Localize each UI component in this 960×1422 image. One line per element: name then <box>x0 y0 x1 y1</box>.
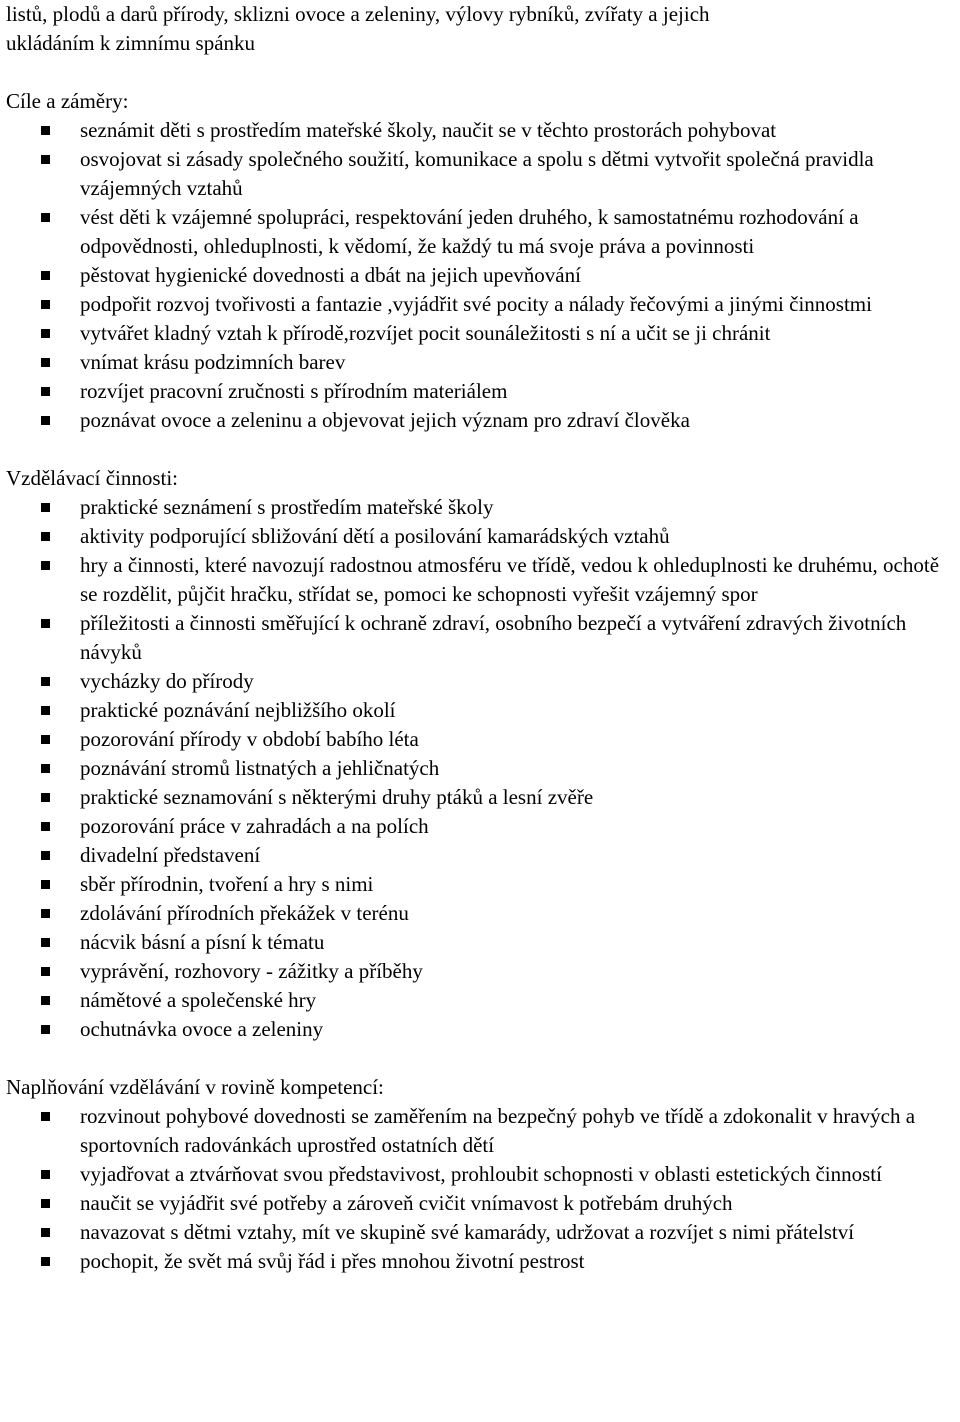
bullet-list <box>6 493 960 1044</box>
list-item <box>6 377 960 406</box>
square-bullet-icon <box>41 1025 50 1034</box>
square-bullet-icon <box>41 387 50 396</box>
list-item <box>6 870 960 899</box>
list-item-text: vytvářet kladný vztah k přírodě,rozvíjet pocit sounáležitosti s ní a učit se ji chránit <box>80 321 771 345</box>
list-item <box>6 522 960 551</box>
list-item-text: osvojovat si zásady společného soužití, komunikace a spolu s dětmi vytvořit společná pravidla vzájemných vztahů <box>80 147 874 200</box>
list-item-text: pochopit, že svět má svůj řád i přes mnohou životní pestrost <box>80 1249 585 1273</box>
intro-line: listů, plodů a darů přírody, sklizni ovoce a zeleniny, výlovy rybníků, zvířaty a jejich <box>6 2 710 26</box>
list-item-text: námětové a společenské hry <box>80 988 317 1012</box>
square-bullet-icon <box>41 1112 50 1121</box>
list-item <box>6 725 960 754</box>
list-item-text: hry a činnosti, které navozují radostnou atmosféru ve třídě, vedou k ohleduplnosti ke druhému, ochotě se rozdělit, půjčit hračku, střídat se, pomoci ke schopnosti vyřešit vzájemný spor <box>80 553 940 606</box>
square-bullet-icon <box>41 822 50 831</box>
list-item-text: vyjadřovat a ztvárňovat svou představivost, prohloubit schopnosti v oblasti estetických činností <box>80 1162 882 1186</box>
square-bullet-icon <box>41 793 50 802</box>
list-item-text: podpořit rozvoj tvořivosti a fantazie ,vyjádřit své pocity a nálady řečovými a jinými činnostmi <box>80 292 872 316</box>
list-item-text: příležitosti a činnosti směřující k ochraně zdraví, osobního bezpečí a vytváření zdravých životních návyků <box>80 611 907 664</box>
square-bullet-icon <box>41 735 50 744</box>
list-item <box>6 319 960 348</box>
square-bullet-icon <box>41 329 50 338</box>
intro-paragraph <box>6 0 960 58</box>
list-item <box>6 609 960 667</box>
spacer <box>6 58 960 87</box>
list-item-text: navazovat s dětmi vztahy, mít ve skupině své kamarády, udržovat a rozvíjet s nimi přátelství <box>80 1220 855 1244</box>
square-bullet-icon <box>41 619 50 628</box>
list-item-text: pozorování práce v zahradách a na polích <box>80 814 429 838</box>
list-item-text: vycházky do přírody <box>80 669 254 693</box>
list-item-text: praktické seznámení s prostředím mateřské školy <box>80 495 494 519</box>
bullet-list <box>6 116 960 435</box>
list-item-text: vyprávění, rozhovory - zážitky a příběhy <box>80 959 423 983</box>
square-bullet-icon <box>41 764 50 773</box>
list-item <box>6 290 960 319</box>
list-item-text: praktické seznamování s některými druhy ptáků a lesní zvěře <box>80 785 594 809</box>
list-item <box>6 696 960 725</box>
list-item-text: rozvíjet pracovní zručnosti s přírodním materiálem <box>80 379 508 403</box>
square-bullet-icon <box>41 677 50 686</box>
list-item <box>6 551 960 609</box>
list-item-text: nácvik básní a písní k tématu <box>80 930 325 954</box>
section-goals <box>6 87 960 435</box>
square-bullet-icon <box>41 967 50 976</box>
square-bullet-icon <box>41 300 50 309</box>
list-item <box>6 783 960 812</box>
list-item-text: sběr přírodnin, tvoření a hry s nimi <box>80 872 374 896</box>
list-item-text: poznávat ovoce a zeleninu a objevovat jejich význam pro zdraví člověka <box>80 408 690 432</box>
list-item <box>6 812 960 841</box>
square-bullet-icon <box>41 532 50 541</box>
square-bullet-icon <box>41 1199 50 1208</box>
bullet-list <box>6 1102 960 1276</box>
square-bullet-icon <box>41 126 50 135</box>
list-item <box>6 841 960 870</box>
section-competencies <box>6 1073 960 1276</box>
list-item <box>6 1218 960 1247</box>
list-item <box>6 261 960 290</box>
list-item <box>6 145 960 203</box>
list-item-text: praktické poznávání nejbližšího okolí <box>80 698 396 722</box>
square-bullet-icon <box>41 851 50 860</box>
list-item <box>6 667 960 696</box>
list-item <box>6 1189 960 1218</box>
list-item-text: seznámit děti s prostředím mateřské školy, naučit se v těchto prostorách pohybovat <box>80 118 777 142</box>
spacer <box>6 435 960 464</box>
square-bullet-icon <box>41 996 50 1005</box>
list-item-text: zdolávání přírodních překážek v terénu <box>80 901 409 925</box>
list-item-text: poznávání stromů listnatých a jehličnatých <box>80 756 440 780</box>
list-item <box>6 348 960 377</box>
square-bullet-icon <box>41 938 50 947</box>
list-item <box>6 203 960 261</box>
list-item-text: pěstovat hygienické dovednosti a dbát na jejich upevňování <box>80 263 581 287</box>
section-activities <box>6 464 960 1044</box>
square-bullet-icon <box>41 561 50 570</box>
square-bullet-icon <box>41 880 50 889</box>
list-item <box>6 986 960 1015</box>
list-item <box>6 899 960 928</box>
list-item <box>6 1015 960 1044</box>
list-item-text: vnímat krásu podzimních barev <box>80 350 346 374</box>
list-item <box>6 406 960 435</box>
list-item <box>6 1247 960 1276</box>
square-bullet-icon <box>41 155 50 164</box>
list-item <box>6 928 960 957</box>
list-item <box>6 1102 960 1160</box>
list-item <box>6 957 960 986</box>
section-heading: Naplňování vzdělávání v rovině kompetencí: <box>6 1075 384 1099</box>
square-bullet-icon <box>41 706 50 715</box>
square-bullet-icon <box>41 416 50 425</box>
intro-line: ukládáním k zimnímu spánku <box>6 31 256 55</box>
list-item-text: divadelní představení <box>80 843 261 867</box>
spacer <box>6 1044 960 1073</box>
square-bullet-icon <box>41 909 50 918</box>
list-item-text: naučit se vyjádřit své potřeby a zároveň cvičit vnímavost k potřebám druhých <box>80 1191 733 1215</box>
square-bullet-icon <box>41 1228 50 1237</box>
square-bullet-icon <box>41 271 50 280</box>
square-bullet-icon <box>41 1257 50 1266</box>
square-bullet-icon <box>41 1170 50 1179</box>
square-bullet-icon <box>41 358 50 367</box>
section-heading: Vzdělávací činnosti: <box>6 466 179 490</box>
list-item-text: rozvinout pohybové dovednosti se zaměřením na bezpečný pohyb ve třídě a zdokonalit v hravých a sportovních radovánkách uprostřed ostatních dětí <box>80 1104 916 1157</box>
list-item <box>6 116 960 145</box>
list-item <box>6 754 960 783</box>
square-bullet-icon <box>41 213 50 222</box>
list-item <box>6 1160 960 1189</box>
list-item <box>6 493 960 522</box>
list-item-text: ochutnávka ovoce a zeleniny <box>80 1017 324 1041</box>
list-item-text: vést děti k vzájemné spolupráci, respektování jeden druhého, k samostatnému rozhodování a odpovědnosti, ohleduplnosti, k vědomí, že každý tu má svoje práva a povinnosti <box>80 205 859 258</box>
list-item-text: aktivity podporující sbližování dětí a posilování kamarádských vztahů <box>80 524 670 548</box>
section-heading: Cíle a záměry: <box>6 89 129 113</box>
list-item-text: pozorování přírody v období babího léta <box>80 727 419 751</box>
square-bullet-icon <box>41 503 50 512</box>
